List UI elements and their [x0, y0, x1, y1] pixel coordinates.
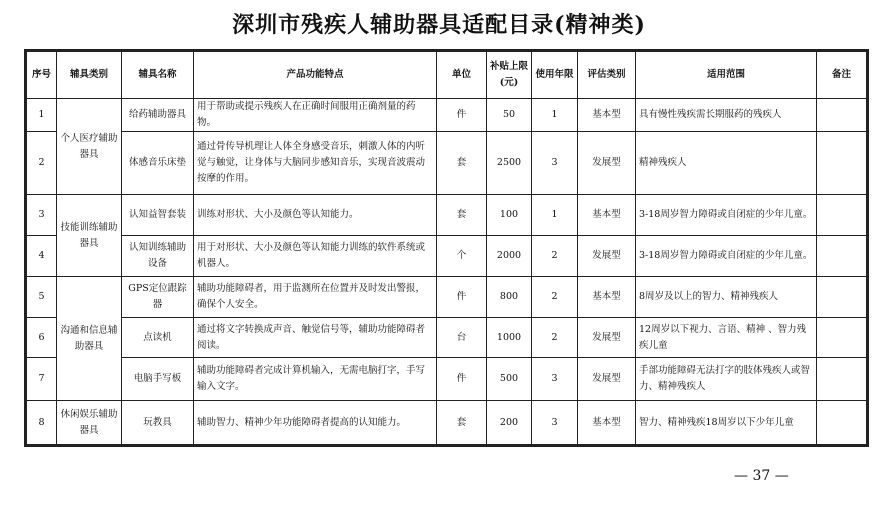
cell-eval: 基本型: [578, 99, 636, 132]
table-row: [27, 401, 867, 445]
cell-category: 沟通和信息辅助器具: [57, 277, 122, 401]
cell-years: 2: [532, 318, 578, 358]
cell-note: [817, 99, 867, 132]
cell-seq: 6: [27, 318, 57, 358]
cell-unit: 套: [437, 401, 487, 445]
cell-years: 3: [532, 401, 578, 445]
cell-name: GPS定位跟踪器: [122, 277, 194, 318]
cell-features: 通过将文字转换成声音、触觉信号等，辅助功能障碍者阅读。: [194, 318, 437, 358]
cell-note: [817, 132, 867, 195]
cell-features: 训练对形状、大小及颜色等认知能力。: [194, 195, 437, 236]
cell-subsidy: 50: [487, 99, 532, 132]
cell-scope: 12周岁以下视力、言语、精神 、智力残疾儿童: [636, 318, 817, 358]
table-row: [27, 277, 867, 318]
cell-eval: 发展型: [578, 358, 636, 401]
table-row: [27, 358, 867, 401]
cell-category: 个人医疗辅助器具: [57, 99, 122, 195]
cell-eval: 发展型: [578, 132, 636, 195]
cell-scope: 智力、精神残疾18周岁以下少年儿童: [636, 401, 817, 445]
header-subsidy: 补贴上限(元): [487, 52, 532, 99]
header-seq: 序号: [27, 52, 57, 99]
page-number: — 37 —: [734, 468, 789, 484]
cell-unit: 件: [437, 358, 487, 401]
cell-category: 技能训练辅助器具: [57, 195, 122, 277]
cell-unit: 件: [437, 99, 487, 132]
cell-features: 通过骨传导机理让人体全身感受音乐，刺激人体的内听觉与触觉，让身体与大脑同步感知音乐，实现音波震动按摩的作用。: [194, 132, 437, 195]
cell-name: 点读机: [122, 318, 194, 358]
table-row: [27, 99, 867, 132]
header-scope: 适用范围: [636, 52, 817, 99]
header-category: 辅具类别: [57, 52, 122, 99]
cell-subsidy: 2000: [487, 236, 532, 277]
cell-subsidy: 500: [487, 358, 532, 401]
cell-note: [817, 318, 867, 358]
cell-seq: 5: [27, 277, 57, 318]
header-years: 使用年限: [532, 52, 578, 99]
cell-eval: 发展型: [578, 236, 636, 277]
cell-name: 认知益智套装: [122, 195, 194, 236]
cell-scope: 3-18周岁智力障碍或自闭症的少年儿童。: [636, 195, 817, 236]
cell-unit: 台: [437, 318, 487, 358]
cell-name: 玩教具: [122, 401, 194, 445]
cell-scope: 具有慢性残疾需长期服药的残疾人: [636, 99, 817, 132]
header-eval: 评估类别: [578, 52, 636, 99]
cell-name: 认知训练辅助设备: [122, 236, 194, 277]
cell-years: 2: [532, 277, 578, 318]
cell-features: 辅助智力、精神少年功能障碍者提高的认知能力。: [194, 401, 437, 445]
page-title: 深圳市残疾人辅助器具适配目录(精神类): [232, 12, 646, 38]
cell-features: 用于帮助或提示残疾人在正确时间服用正确剂量的药物。: [194, 99, 437, 132]
cell-features: 辅助功能障碍者，用于监测所在位置并及时发出警报，确保个人安全。: [194, 277, 437, 318]
cell-eval: 发展型: [578, 318, 636, 358]
cell-years: 1: [532, 99, 578, 132]
table-row: [27, 195, 867, 236]
cell-unit: 套: [437, 195, 487, 236]
cell-subsidy: 2500: [487, 132, 532, 195]
cell-features: 辅助功能障碍者完成计算机输入，无需电脑打字，手写输入文字。: [194, 358, 437, 401]
cell-seq: 8: [27, 401, 57, 445]
cell-name: 给药辅助器具: [122, 99, 194, 132]
header-name: 辅具名称: [122, 52, 194, 99]
cell-subsidy: 800: [487, 277, 532, 318]
cell-name: 体感音乐床垫: [122, 132, 194, 195]
cell-eval: 基本型: [578, 277, 636, 318]
table-row: [27, 132, 867, 195]
cell-scope: 手部功能障碍无法打字的肢体残疾人或智力、精神残疾人: [636, 358, 817, 401]
cell-seq: 3: [27, 195, 57, 236]
cell-note: [817, 277, 867, 318]
cell-unit: 个: [437, 236, 487, 277]
cell-unit: 套: [437, 132, 487, 195]
header-features: 产品功能特点: [194, 52, 437, 99]
cell-seq: 4: [27, 236, 57, 277]
cell-subsidy: 100: [487, 195, 532, 236]
cell-subsidy: 200: [487, 401, 532, 445]
table-row: [27, 318, 867, 358]
cell-note: [817, 401, 867, 445]
header-note: 备注: [817, 52, 867, 99]
cell-years: 3: [532, 358, 578, 401]
cell-scope: 3-18周岁智力障碍或自闭症的少年儿童。: [636, 236, 817, 277]
cell-years: 3: [532, 132, 578, 195]
cell-subsidy: 1000: [487, 318, 532, 358]
cell-note: [817, 358, 867, 401]
cell-category: 休闲娱乐辅助器具: [57, 401, 122, 445]
cell-note: [817, 195, 867, 236]
cell-name: 电脑手写板: [122, 358, 194, 401]
cell-features: 用于对形状、大小及颜色等认知能力训练的软件系统或机器人。: [194, 236, 437, 277]
cell-unit: 件: [437, 277, 487, 318]
cell-scope: 8周岁及以上的智力、精神残疾人: [636, 277, 817, 318]
cell-eval: 基本型: [578, 195, 636, 236]
cell-seq: 7: [27, 358, 57, 401]
cell-years: 1: [532, 195, 578, 236]
table-row: [27, 236, 867, 277]
cell-scope: 精神残疾人: [636, 132, 817, 195]
header-unit: 单位: [437, 52, 487, 99]
catalog-table: [26, 51, 867, 445]
cell-seq: 2: [27, 132, 57, 195]
cell-note: [817, 236, 867, 277]
cell-years: 2: [532, 236, 578, 277]
cell-seq: 1: [27, 99, 57, 132]
cell-eval: 基本型: [578, 401, 636, 445]
